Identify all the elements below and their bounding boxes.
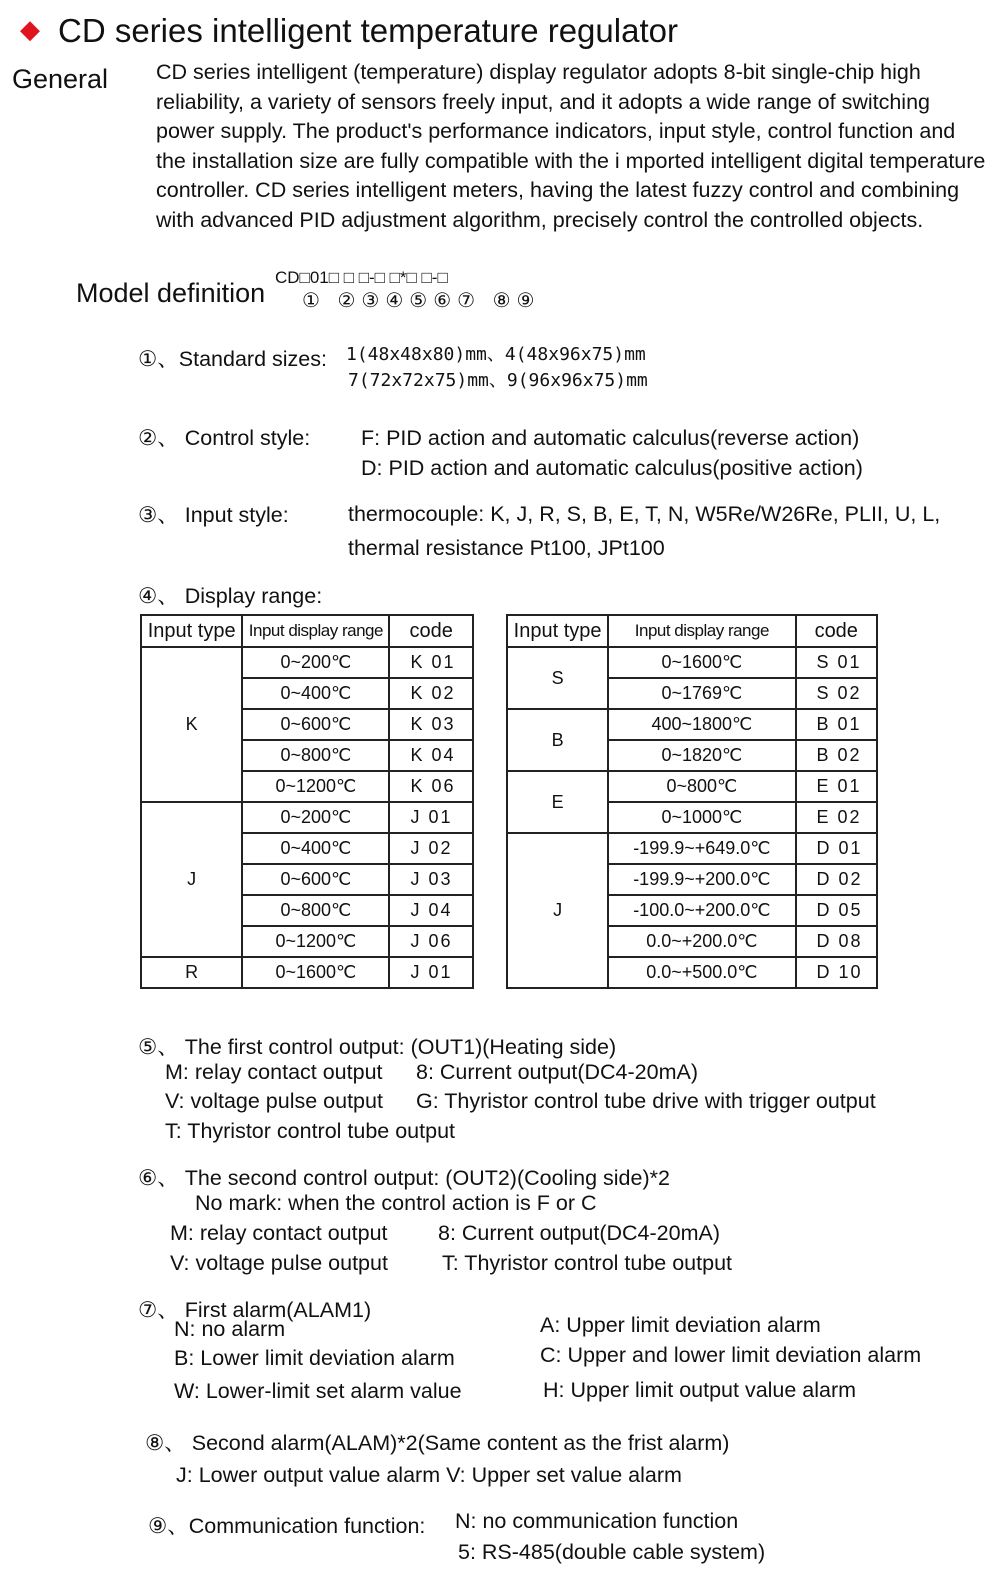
- header-code: code: [796, 615, 878, 647]
- display-range-cell: 0~800℃: [242, 895, 389, 926]
- first-output-label: ⑤、 The first control output: (OUT1)(Heating side): [138, 1035, 617, 1059]
- header-code: code: [389, 615, 473, 647]
- standard-sizes-line1: 1(48x48x80)mm、4(48x96x75)mm: [346, 344, 646, 365]
- communication-5: 5: RS-485(double cable system): [458, 1540, 766, 1564]
- page-title: [20, 12, 678, 50]
- code-cell: J 01: [389, 802, 473, 833]
- display-range-cell: 0~1000℃: [608, 802, 795, 833]
- table-row: [507, 647, 877, 678]
- display-range-cell: 0~400℃: [242, 833, 389, 864]
- title-text: CD series intelligent temperature regulator: [58, 12, 678, 49]
- code-cell: S 01: [796, 647, 878, 678]
- display-range-cell: 0~200℃: [242, 647, 389, 678]
- header-input-type: Input type: [507, 615, 608, 647]
- display-range-cell: 0~800℃: [242, 740, 389, 771]
- code-cell: J 03: [389, 864, 473, 895]
- first-alarm-h: H: Upper limit output value alarm: [543, 1378, 857, 1402]
- table-row: [507, 709, 877, 740]
- first-alarm-b: B: Lower limit deviation alarm: [174, 1346, 455, 1370]
- display-range-table-left: [140, 614, 474, 989]
- display-range-cell: 0~800℃: [608, 771, 795, 802]
- second-output-m: M: relay contact output: [170, 1221, 388, 1245]
- second-output-t: T: Thyristor control tube output: [442, 1251, 732, 1275]
- display-range-cell: 0~1820℃: [608, 740, 795, 771]
- code-cell: E 01: [796, 771, 878, 802]
- input-type-cell: K: [141, 647, 242, 802]
- table-row: [141, 647, 473, 678]
- code-cell: E 02: [796, 802, 878, 833]
- input-type-cell: R: [141, 957, 242, 988]
- code-cell: K 01: [389, 647, 473, 678]
- second-alarm-label: ⑧、 Second alarm(ALAM)*2(Same content as the frist alarm): [145, 1431, 730, 1455]
- display-range-cell: 0.0~+200.0℃: [608, 926, 795, 957]
- code-cell: J 02: [389, 833, 473, 864]
- display-range-cell: 0~1769℃: [608, 678, 795, 709]
- display-range-cell: 0~1200℃: [242, 771, 389, 802]
- table-row: [141, 957, 473, 988]
- table-row: [141, 802, 473, 833]
- model-definition-label: Model definition: [76, 278, 266, 308]
- code-cell: K 02: [389, 678, 473, 709]
- first-output-v: V: voltage pulse output: [165, 1089, 383, 1113]
- control-style-f: F: PID action and automatic calculus(reverse action): [361, 426, 860, 450]
- code-cell: J 01: [389, 957, 473, 988]
- code-cell: D 08: [796, 926, 878, 957]
- display-range-label: ④、 Display range:: [138, 584, 323, 608]
- code-cell: D 10: [796, 957, 878, 988]
- display-range-cell: -100.0~+200.0℃: [608, 895, 795, 926]
- code-cell: D 02: [796, 864, 878, 895]
- first-output-8: 8: Current output(DC4-20mA): [416, 1060, 698, 1084]
- code-cell: B 02: [796, 740, 878, 771]
- second-output-v: V: voltage pulse output: [170, 1251, 388, 1275]
- first-alarm-w: W: Lower-limit set alarm value: [174, 1379, 462, 1403]
- header-display-range: Input display range: [608, 615, 795, 647]
- display-range-cell: 0~600℃: [242, 864, 389, 895]
- input-type-cell: B: [507, 709, 608, 771]
- communication-n: N: no communication function: [455, 1509, 739, 1533]
- standard-sizes-label: ①、Standard sizes:: [138, 347, 327, 371]
- first-alarm-c: C: Upper and lower limit deviation alarm: [540, 1343, 922, 1367]
- table-row: [507, 833, 877, 864]
- second-alarm-line: J: Lower output value alarm V: Upper set value alarm: [176, 1463, 682, 1487]
- header-input-type: Input type: [141, 615, 242, 647]
- display-range-cell: 0~400℃: [242, 678, 389, 709]
- first-output-t: T: Thyristor control tube output: [165, 1119, 455, 1143]
- header-display-range: Input display range: [242, 615, 389, 647]
- input-type-cell: J: [507, 833, 608, 988]
- control-style-d: D: PID action and automatic calculus(positive action): [361, 456, 863, 480]
- first-alarm-n: N: no alarm: [174, 1317, 286, 1341]
- display-range-table-right: [506, 614, 878, 989]
- first-output-m: M: relay contact output: [165, 1060, 383, 1084]
- code-cell: J 04: [389, 895, 473, 926]
- second-output-label: ⑥、 The second control output: (OUT2)(Cooling side)*2: [138, 1166, 670, 1190]
- display-range-cell: 0~600℃: [242, 709, 389, 740]
- input-type-cell: J: [141, 802, 242, 957]
- model-code: CD□01□ □ □-□ □*□ □-□: [275, 268, 448, 287]
- code-cell: D 05: [796, 895, 878, 926]
- display-range-cell: 0~1600℃: [242, 957, 389, 988]
- display-range-cell: 0~1600℃: [608, 647, 795, 678]
- display-range-cell: 0~1200℃: [242, 926, 389, 957]
- general-label: General: [12, 64, 109, 94]
- control-style-label: ②、 Control style:: [138, 426, 311, 450]
- code-cell: B 01: [796, 709, 878, 740]
- display-range-cell: -199.9~+649.0℃: [608, 833, 795, 864]
- second-output-8: 8: Current output(DC4-20mA): [438, 1221, 720, 1245]
- display-range-cell: -199.9~+200.0℃: [608, 864, 795, 895]
- code-cell: K 03: [389, 709, 473, 740]
- input-type-cell: E: [507, 771, 608, 833]
- input-type-cell: S: [507, 647, 608, 709]
- display-range-cell: 400~1800℃: [608, 709, 795, 740]
- input-style-resistance: thermal resistance Pt100, JPt100: [348, 536, 665, 560]
- second-output-nomark: No mark: when the control action is F or C: [195, 1191, 597, 1215]
- model-position-numbers: ① ②③④⑤⑥⑦ ⑧⑨: [302, 290, 541, 312]
- communication-label: ⑨、Communication function:: [148, 1514, 426, 1538]
- first-alarm-label: ⑦、 First alarm(ALAM1): [138, 1298, 372, 1322]
- standard-sizes-line2: 7(72x72x75)mm、9(96x96x75)mm: [348, 370, 648, 391]
- code-cell: K 04: [389, 740, 473, 771]
- table-row: [507, 771, 877, 802]
- diamond-bullet-icon: ◆: [20, 14, 40, 44]
- display-range-cell: 0.0~+500.0℃: [608, 957, 795, 988]
- first-output-g: G: Thyristor control tube drive with trigger output: [416, 1089, 876, 1113]
- input-style-label: ③、 Input style:: [138, 503, 289, 527]
- first-alarm-a: A: Upper limit deviation alarm: [540, 1313, 821, 1337]
- code-cell: K 06: [389, 771, 473, 802]
- code-cell: D 01: [796, 833, 878, 864]
- code-cell: S 02: [796, 678, 878, 709]
- general-description: CD series intelligent (temperature) display regulator adopts 8-bit single-chip high reliability, a variety of sensors freely input, and it adopts a wide range of switching power supply. The product's performance indicators, input style, control function and the installation size are fully compatible with the i mported intelligent digital temperature controller. CD series intelligent meters, having the latest fuzzy control and combining with advanced PID adjustment algorithm, precisely control the controlled objects.: [156, 60, 986, 232]
- input-style-thermocouple: thermocouple: K, J, R, S, B, E, T, N, W5Re/W26Re, PLII, U, L,: [348, 502, 941, 526]
- code-cell: J 06: [389, 926, 473, 957]
- display-range-cell: 0~200℃: [242, 802, 389, 833]
